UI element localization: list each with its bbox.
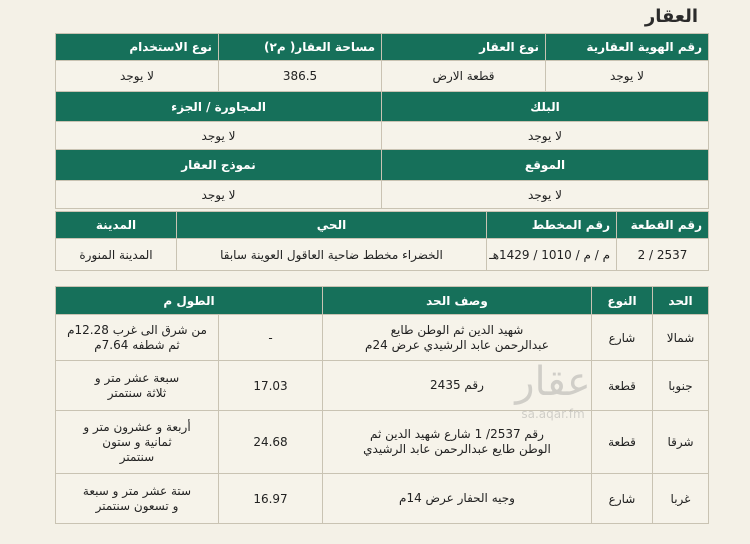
value-block: لا يوجد: [382, 122, 709, 150]
boundary-type: قطعة: [592, 411, 653, 474]
boundary-type: شارع: [592, 474, 653, 524]
boundary-direction: شمالا: [653, 315, 709, 361]
description-line: عبدالرحمن عابد الرشيدي عرض 24م: [365, 337, 549, 352]
length-text: [56, 315, 219, 361]
property-info-table: [55, 33, 709, 209]
header-property-type: نوع العقار: [382, 34, 546, 61]
value-property-id: لا يوجد: [546, 61, 709, 92]
boundary-direction: جنوبا: [653, 361, 709, 411]
parcel-plan-table: [55, 211, 709, 271]
value-location: لا يوجد: [382, 181, 709, 209]
header-boundary-type: النوع: [592, 287, 653, 315]
length-number: -: [219, 315, 323, 361]
header-property-model: نموذج العقار: [56, 150, 382, 181]
watermark-logo-text: عقار: [515, 359, 591, 405]
boundary-type: شارع: [592, 315, 653, 361]
header-area: مساحة العقار( م٢): [219, 34, 382, 61]
header-city: المدينة: [56, 212, 177, 239]
length-text-line: و تسعون سنتمتر: [95, 498, 179, 513]
boundary-description: [323, 474, 592, 524]
header-district: الحي: [177, 212, 487, 239]
length-number: 24.68: [219, 411, 323, 474]
length-text: [56, 411, 219, 474]
value-area: 386.5: [219, 61, 382, 92]
section-title: العقار: [644, 6, 698, 27]
value-property-type: قطعة الارض: [382, 61, 546, 92]
header-boundary-description: وصف الحد: [323, 287, 592, 315]
length-text-line: ثلاثة سنتمتر: [107, 385, 167, 400]
header-boundary: الحد: [653, 287, 709, 315]
table-row: [56, 474, 709, 524]
value-usage-type: لا يوجد: [56, 61, 219, 92]
aqar-watermark-logo: [478, 350, 628, 430]
length-text-line: ثمانية و ستون: [102, 434, 172, 449]
description-line: شهيد الدين ثم الوطن طايع: [390, 322, 524, 337]
boundary-direction: غربا: [653, 474, 709, 524]
length-text-line: سنتمتر: [119, 449, 155, 464]
value-property-model: لا يوجد: [56, 181, 382, 209]
header-plan-number: رقم المخطط: [487, 212, 617, 239]
length-text-line: ثم شطفه 7.64م: [94, 337, 180, 352]
header-neighborhood-part: المجاورة / الجزء: [56, 92, 382, 122]
boundary-type: قطعة: [592, 361, 653, 411]
header-block: البلك: [382, 92, 709, 122]
length-text: [56, 361, 219, 411]
value-parcel-number: 2537 / 2: [617, 239, 709, 271]
watermark-url: sa.aqar.fm: [521, 407, 585, 421]
description-line: رقم 2537/ 1 شارع شهيد الدين ثم: [370, 427, 544, 441]
length-text: [56, 474, 219, 524]
header-location: الموقع: [382, 150, 709, 181]
description-line: الوطن طايع عبدالرحمن عابد الرشيدي: [363, 442, 551, 456]
value-neighborhood-part: لا يوجد: [56, 122, 382, 150]
header-parcel-number: رقم القطعة: [617, 212, 709, 239]
boundary-direction: شرقا: [653, 411, 709, 474]
header-usage-type: نوع الاستخدام: [56, 34, 219, 61]
length-number: 16.97: [219, 474, 323, 524]
value-plan-number: م / م / 1010 / 1429هـ: [487, 239, 617, 271]
length-text-line: ستة عشر متر و سبعة: [82, 483, 192, 498]
header-length: الطول م: [56, 287, 323, 315]
description-line: وجيه الحفار عرض 14م: [399, 491, 515, 505]
description-line: رقم 2435: [430, 378, 484, 392]
header-property-id: رقم الهوية العقارية: [546, 34, 709, 61]
length-text-line: سبعة عشر متر و: [94, 370, 180, 385]
length-number: 17.03: [219, 361, 323, 411]
length-text-line: من شرق الى غرب 12.28م: [67, 322, 207, 337]
value-city: المدينة المنورة: [56, 239, 177, 271]
length-text-line: أربعة و عشرون متر و: [83, 419, 191, 434]
value-district: الخضراء مخطط ضاحية العاقول العوينة سابقا: [177, 239, 487, 271]
